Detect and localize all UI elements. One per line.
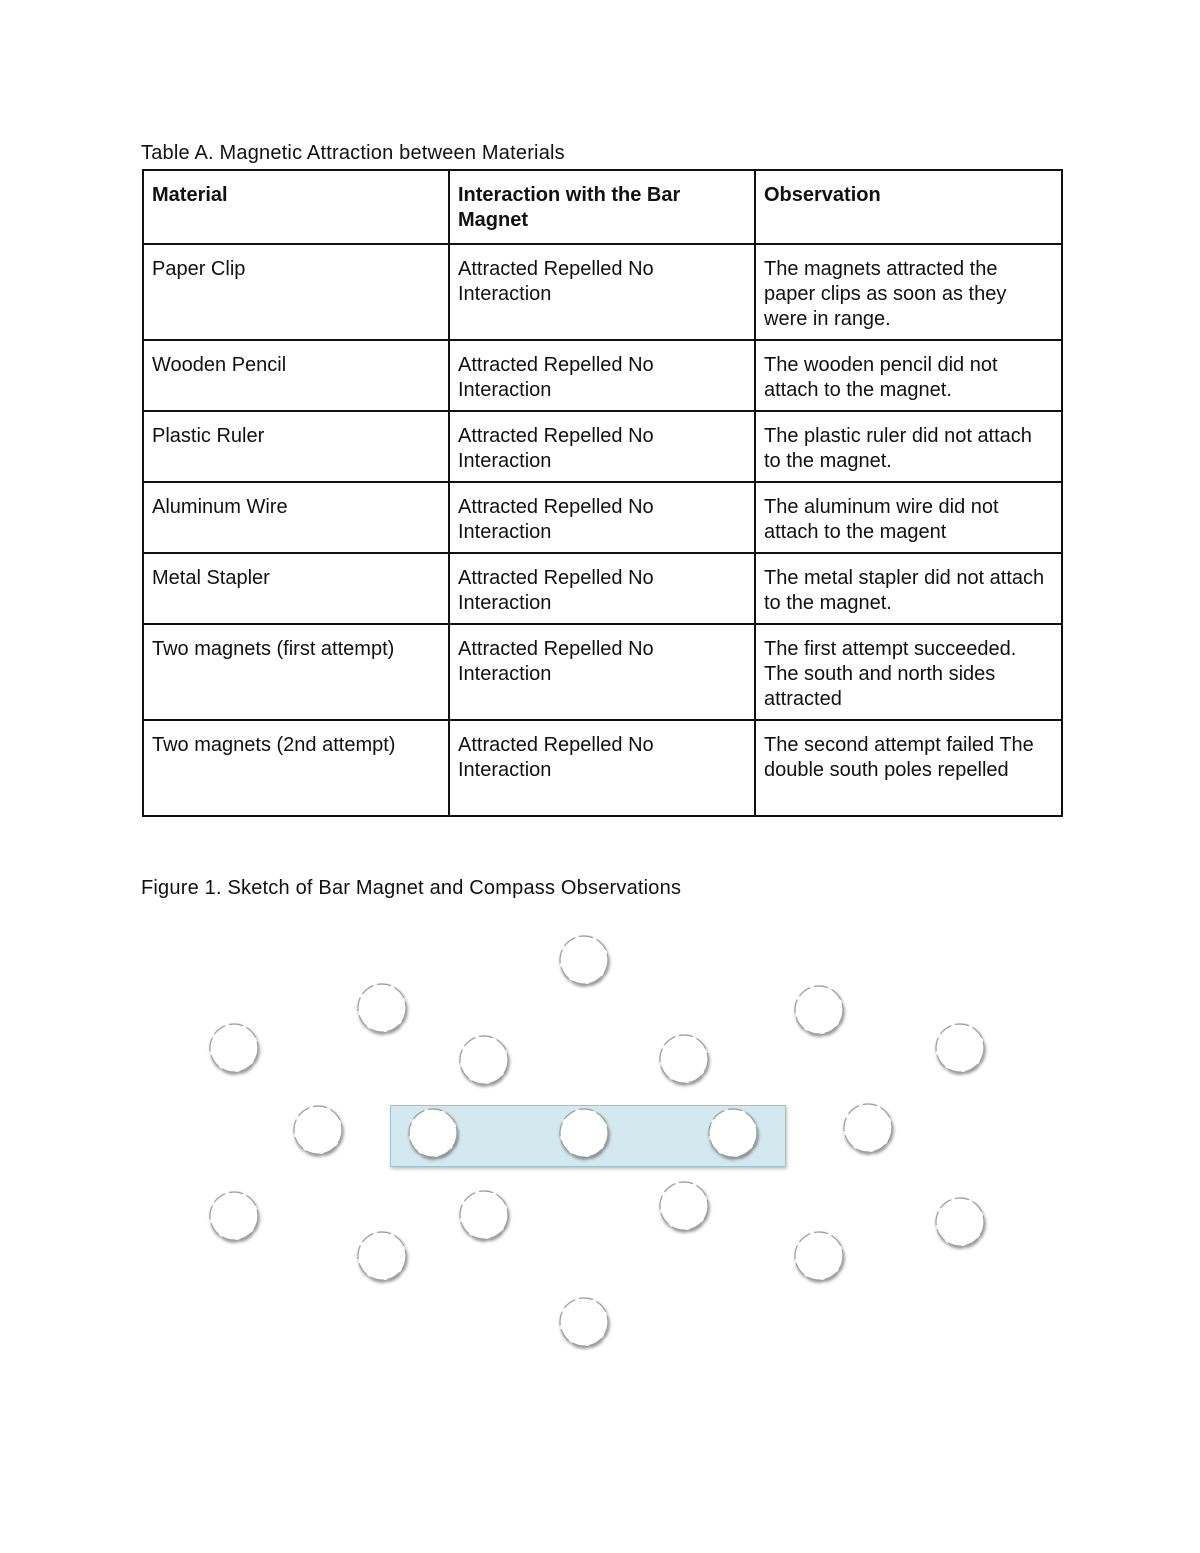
compass-circle-icon bbox=[709, 1109, 757, 1157]
interaction-cell: Attracted Repelled No Interaction bbox=[449, 624, 755, 720]
compass-circle-icon bbox=[358, 1232, 406, 1280]
interaction-cell: Attracted Repelled No Interaction bbox=[449, 244, 755, 340]
observation-cell: The second attempt failed The double south poles repelled bbox=[755, 720, 1062, 816]
magnetic-attraction-table bbox=[142, 169, 1063, 817]
compass-circle-icon bbox=[460, 1191, 508, 1239]
compass-circle-icon bbox=[936, 1198, 984, 1246]
interaction-cell: Attracted Repelled No Interaction bbox=[449, 720, 755, 816]
material-cell: Two magnets (2nd attempt) bbox=[143, 720, 449, 816]
material-cell: Aluminum Wire bbox=[143, 482, 449, 553]
table-row bbox=[143, 411, 1062, 482]
material-cell: Wooden Pencil bbox=[143, 340, 449, 411]
compass-circle-icon bbox=[560, 936, 608, 984]
interaction-cell: Attracted Repelled No Interaction bbox=[449, 411, 755, 482]
interaction-cell: Attracted Repelled No Interaction bbox=[449, 340, 755, 411]
material-cell: Plastic Ruler bbox=[143, 411, 449, 482]
material-cell: Paper Clip bbox=[143, 244, 449, 340]
compass-circle-icon bbox=[936, 1024, 984, 1072]
compass-circle-icon bbox=[560, 1109, 608, 1157]
observation-cell: The metal stapler did not attach to the magnet. bbox=[755, 553, 1062, 624]
material-cell: Metal Stapler bbox=[143, 553, 449, 624]
observation-cell: The aluminum wire did not attach to the magent bbox=[755, 482, 1062, 553]
header-material: Material bbox=[143, 170, 449, 244]
compass-circle-icon bbox=[795, 986, 843, 1034]
compass-circle-icon bbox=[660, 1035, 708, 1083]
compass-sketch bbox=[0, 900, 1200, 1380]
header-observation: Observation bbox=[755, 170, 1062, 244]
material-cell: Two magnets (first attempt) bbox=[143, 624, 449, 720]
observation-cell: The magnets attracted the paper clips as soon as they were in range. bbox=[755, 244, 1062, 340]
compass-circle-icon bbox=[210, 1192, 258, 1240]
compass-circle-icon bbox=[460, 1036, 508, 1084]
header-interaction: Interaction with the Bar Magnet bbox=[449, 170, 755, 244]
observation-cell: The wooden pencil did not attach to the magnet. bbox=[755, 340, 1062, 411]
table-row bbox=[143, 553, 1062, 624]
figure-caption: Figure 1. Sketch of Bar Magnet and Compass Observations bbox=[141, 877, 682, 899]
table-caption: Table A. Magnetic Attraction between Materials bbox=[141, 142, 565, 164]
compass-circle-icon bbox=[795, 1232, 843, 1280]
compass-circle-icon bbox=[210, 1024, 258, 1072]
compass-circle-icon bbox=[660, 1182, 708, 1230]
table-row bbox=[143, 340, 1062, 411]
table-header-row bbox=[143, 170, 1062, 244]
table-row bbox=[143, 720, 1062, 816]
compass-circle-icon bbox=[844, 1104, 892, 1152]
compass-circle-icon bbox=[560, 1298, 608, 1346]
table-row bbox=[143, 482, 1062, 553]
compass-circle-icon bbox=[409, 1109, 457, 1157]
interaction-cell: Attracted Repelled No Interaction bbox=[449, 553, 755, 624]
compass-circle-icon bbox=[358, 984, 406, 1032]
table-row bbox=[143, 244, 1062, 340]
compass-circle-icon bbox=[294, 1106, 342, 1154]
interaction-cell: Attracted Repelled No Interaction bbox=[449, 482, 755, 553]
observation-cell: The plastic ruler did not attach to the magnet. bbox=[755, 411, 1062, 482]
table-row bbox=[143, 624, 1062, 720]
observation-cell: The first attempt succeeded. The south and north sides attracted bbox=[755, 624, 1062, 720]
